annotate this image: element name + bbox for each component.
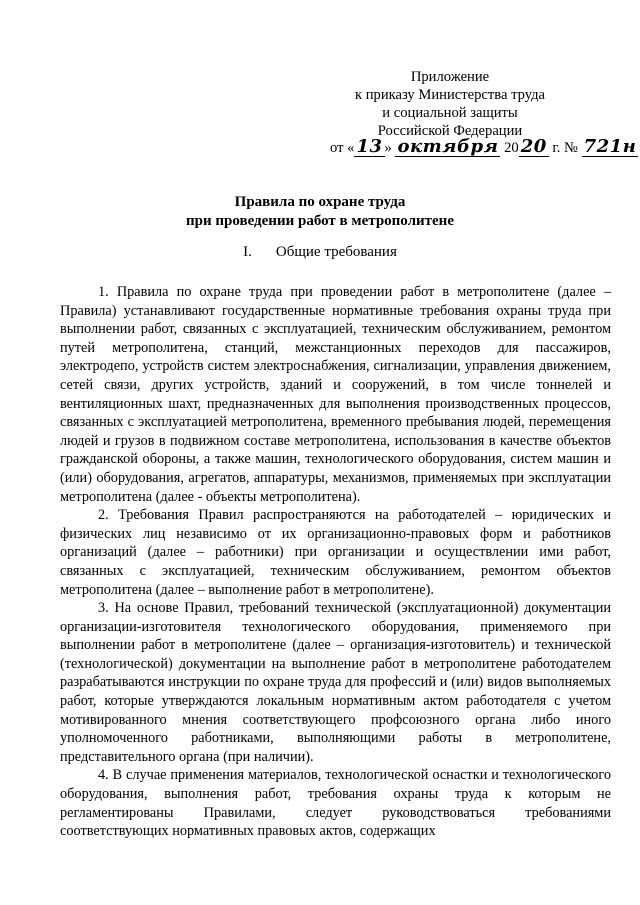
annex-line-3: и социальной защиты: [382, 105, 518, 121]
annex-header: [330, 68, 570, 140]
order-date-number-line: [330, 136, 637, 160]
annex-line-4: Российской Федерации: [377, 123, 523, 139]
handwritten-year: 20: [520, 136, 547, 157]
date-prefix: от «: [330, 140, 355, 156]
handwritten-order-number: 721н: [583, 136, 637, 157]
paragraph-2: 2. Требования Правил распространяются на работодателей – юридических и физических лиц независимо от их организационно-правовых форм и работников организаций (далее – работники) при организации и осуществлении ими работ, связанных с эксплуатацией, техническим обслуживанием, ремонтом объектов метрополитена (далее – выполнение работ в метрополитене).: [60, 507, 611, 598]
annex-line-1: Приложение: [410, 69, 490, 85]
number-prefix: г. №: [548, 140, 578, 156]
document-title: [0, 193, 640, 231]
document-body: [60, 283, 611, 841]
title-line-2: при проведении работ в метрополитене: [186, 213, 454, 229]
paragraph-3: 3. На основе Правил, требований технической (эксплуатационной) документации организации-изготовителя технологического оборудования, применяемого при выполнении работ в метрополитене (далее – организация-изготовитель) и технической (технологической) документации на выполнение работ в метрополитене работодателем разрабатываются инструкции по охране труда для профессий и (или) видов выполняемых работ, которые утверждаются локальным нормативным актом работодателя с учетом мотивированного мнения соответствующего профсоюзного органа либо иного уполномоченного работниками, выполняющими работы в метрополитене, представительного органа (при наличии).: [60, 600, 611, 765]
section-number: I.: [243, 244, 252, 260]
handwritten-day: 13: [356, 136, 383, 157]
section-heading: [0, 243, 640, 262]
paragraph-4: 4. В случае применения материалов, технологической оснастки и технологического оборудования, выполнения работ, требования охраны труда к которым не регламентированы Правилами, следует руководствоваться требованиями соответствующих нормативных правовых актов, содержащих: [60, 767, 611, 840]
handwritten-month: октября: [397, 136, 499, 157]
year-prefix: 20: [504, 140, 519, 156]
date-mid: »: [384, 140, 392, 156]
title-line-1: Правила по охране труда: [234, 194, 406, 210]
section-title: Общие требования: [275, 244, 397, 260]
annex-line-2: к приказу Министерства труда: [354, 87, 546, 103]
paragraph-1: 1. Правила по охране труда при проведении работ в метрополитене (далее – Правила) устанавливают государственные нормативные требования охраны труда при выполнении работ, связанных с эксплуатацией, техническим обслуживанием, ремонтом путей метрополитена, станций, межстанционных переходов для пассажиров, электродепо, устройств систем электроснабжения, сигнализации, управления движением, сетей связи, других устройств, зданий и сооружений, в том числе тоннелей и вентиляционных шахт, предназначенных для выполнения производственных процессов, связанных с эксплуатацией метрополитена, временного пребывания людей, перемещения людей и грузов в подвижном составе метрополитена, использования в качестве объектов гражданской обороны, а также машин, технологического оборудования, систем машин и (или) оборудования, агрегатов, аппаратуры, механизмов, применяемых при эксплуатации метрополитена (далее - объекты метрополитена).: [60, 284, 611, 505]
